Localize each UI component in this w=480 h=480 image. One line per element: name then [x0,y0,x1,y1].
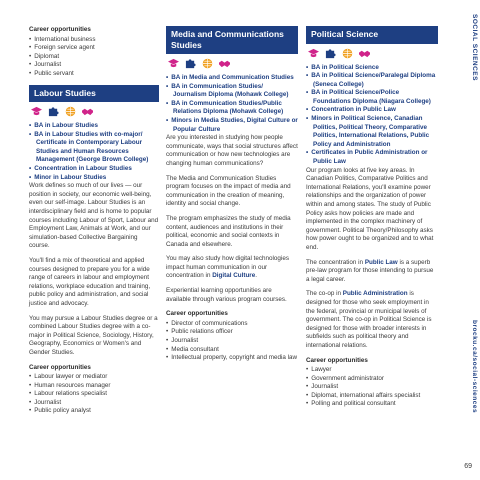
body-paragraph [166,255,298,281]
text-run: You may also study how digital technologies impact human communication in our concentration in [166,255,289,280]
puzzle-icon [185,58,196,69]
list-item: • BA in Political Science [306,64,438,73]
list-item: • Minors in Media Studies, Digital Culture or Popular Culture [166,117,298,134]
career-list [166,320,298,363]
globe-icon [65,106,76,117]
icon-row [168,58,298,69]
list-item: • Minor in Labour Studies [29,174,159,183]
list-item: • Government administrator [306,375,438,384]
list-item: • Intellectual property, copyright and media law [166,354,298,363]
handshake-icon [82,106,93,117]
icon-row [31,106,159,117]
body-paragraph: Experiential learning opportunities are available through various program courses. [166,287,287,303]
list-item: • BA in Political Science/Police Foundations Diploma (Niagara College) [306,89,438,106]
section-url[interactable]: brocku.ca/social-sciences [471,320,478,414]
text-run: The co-op in [306,290,343,298]
text-run: . [255,272,257,280]
list-item: • Public relations officer [166,328,298,337]
list-item: • Journalist [29,399,159,408]
body-paragraph: You'll find a mix of theoretical and applied courses designed to prepare you for a wide range of careers in labour and employment relations, workplace education and training, public policy and administration, and social justice and advocacy. [29,256,151,307]
degree-list [166,74,298,134]
list-item: • Concentration in Public Law [306,106,438,115]
career-heading: Career opportunities [29,26,91,33]
body-paragraph: Work defines so much of our lives — our position in society, our economic well-being, even our self-image. Labour Studies is an interdisciplinary field and is home to popular courses including Labour of Sport, Labour and Employment Law, Animals at Work, and our simulation-based Collective Bargaining course. [29,182,159,250]
list-item: • Polling and political consultant [306,400,438,409]
page-number: 69 [464,463,472,470]
list-item: • Public servant [29,70,159,79]
column-right [306,26,438,409]
list-item: • Concentration in Labour Studies [29,165,159,174]
handshake-icon [359,48,370,59]
body-paragraph: Our program looks at five key areas. In Canadian Politics, Comparative Politics and International Relations, you'll examine power relationships and the organization of power within and among states. The study of Public Policy asks how policies are made and implemented in the complex machinery of government. Political Theory/Philosophy asks how power ought to be organized and to what end. [306,166,434,251]
program-title: Political Science [306,26,438,44]
body-paragraph: The program emphasizes the study of media content, audiences and institutions in their political, economic and social contexts in Canada and elsewhere. [166,214,291,248]
degree-list [306,64,438,167]
highlight-term: Digital Culture [212,272,256,280]
list-item: • BA in Labour Studies [29,122,159,131]
column-middle [166,26,298,363]
list-item: • Media consultant [166,346,298,355]
body-paragraph [306,290,438,350]
text-run: The concentration in [306,258,365,266]
globe-icon [342,48,353,59]
body-paragraph: You may pursue a Labour Studies degree or a combined Labour Studies degree with a co-major in Political Science, Sociology, History, Geography, Economics or Women's and Gender Studies. [29,314,158,356]
mortarboard-icon [31,106,42,117]
list-item: • BA in Communication Studies/Public Relations Diploma (Mohawk College) [166,100,298,117]
list-item: • BA in Communication Studies/ Journalism Diploma (Mohawk College) [166,83,298,100]
list-item: • Public policy analyst [29,407,159,416]
career-list [29,36,159,79]
list-item: • Director of communications [166,320,298,329]
list-item: • Labour relations specialist [29,390,159,399]
program-title: Labour Studies [29,85,159,103]
list-item: • Foreign service agent [29,44,159,53]
career-list [306,366,438,409]
list-item: • Diplomat, international affairs specialist [306,392,438,401]
list-item: • Diplomat [29,53,159,62]
career-heading: Career opportunities [166,310,228,318]
body-paragraph: Are you interested in studying how people communicate, ways that social structures affect communication or how new technologies are changing human communications? [166,134,298,167]
icon-row [308,48,438,59]
text-run: is designed for those who seek employment in the federal, provincial or municipal levels of government. The co-op in Political Science is designed for those with broader interests in subfields such as political theory and international relations. [306,290,432,349]
list-item: • BA in Labour Studies with co-major/ Certificate in Contemporary Labour Studies and Human Resources Management (George Brown College) [29,131,159,165]
list-item: • International business [29,36,159,45]
highlight-term: Public Administration [342,290,408,298]
column-left [29,26,159,416]
list-item: • BA in Political Science/Paralegal Diploma (Seneca College) [306,72,438,89]
mortarboard-icon [168,58,179,69]
puzzle-icon [48,106,59,117]
list-item: • BA in Media and Communication Studies [166,74,298,83]
text-run: is a superb pre-law program for those intending to pursue a legal career. [306,258,434,283]
puzzle-icon [325,48,336,59]
mortarboard-icon [308,48,319,59]
career-heading: Career opportunities [306,356,368,364]
list-item: • Journalist [166,337,298,346]
body-paragraph: The Media and Communication Studies program focuses on the impact of media and communication in the creation of meaning, identity and social change. [166,174,291,208]
degree-list [29,122,159,182]
career-heading: Career opportunities [29,363,91,371]
career-list [29,373,159,416]
section-tab: SOCIAL SCIENCES [471,14,478,81]
list-item: • Journalist [306,383,438,392]
program-title: Media and Communications Studies [166,26,298,54]
globe-icon [202,58,213,69]
list-item: • Journalist [29,61,159,70]
list-item: • Labour lawyer or mediator [29,373,159,382]
list-item: • Minors in Political Science, Canadian Politics, Political Theory, Comparative Politics, International Relations, Public Policy and Administration [306,115,438,149]
body-paragraph [306,259,438,285]
list-item: • Human resources manager [29,382,159,391]
highlight-term: Public Law [364,258,398,266]
list-item: • Certificates in Public Administration or Public Law [306,149,438,166]
list-item: • Lawyer [306,366,438,375]
handshake-icon [219,58,230,69]
